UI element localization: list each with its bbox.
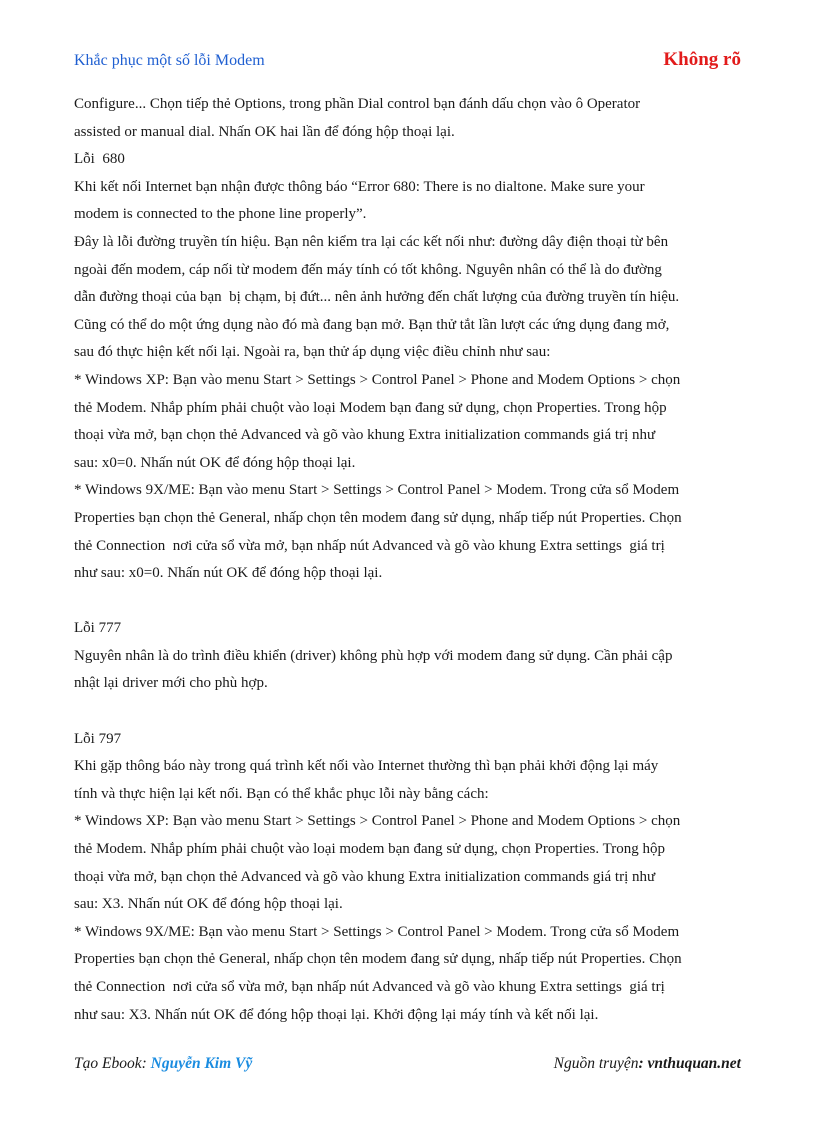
text-line: như sau: X3. Nhấn nút OK để đóng hộp thoại lại. Khởi động lại máy tính và kết nối lại. — [74, 1006, 599, 1023]
text-line: Configure... Chọn tiếp thẻ Options, trong phần Dial control bạn đánh dấu chọn vào ô Operator — [74, 96, 641, 112]
header-status-label: Không rõ — [663, 49, 741, 70]
text-line: sau đó thực hiện kết nối lại. Ngoài ra, bạn thử áp dụng việc điều chỉnh như sau: — [74, 344, 551, 361]
text-line: tính và thực hiện lại kết nối. Bạn có thể khắc phục lỗi này bằng cách: — [74, 785, 489, 802]
footer-site: vnthuquan.net — [647, 1055, 741, 1072]
text-line: Khi kết nối Internet bạn nhận được thông báo “Error 680: There is no dialtone. Make sure your — [74, 178, 645, 195]
text-line: thẻ Connection nơi cửa sổ vừa mở, bạn nhấp nút Advanced và gõ vào khung Extra settings giá trị — [74, 537, 665, 554]
text-line: Lỗi 797 — [74, 730, 122, 747]
footer-source — [554, 1055, 741, 1073]
header-title: Khắc phục một số lỗi Modem — [74, 52, 265, 69]
text-line: ngoài đến modem, cáp nối từ modem đến máy tính có tốt không. Nguyên nhân có thể là do đường — [74, 261, 662, 278]
document-body — [74, 91, 746, 1029]
footer-credit-separator: : — [141, 1055, 151, 1072]
text-line: Khi gặp thông báo này trong quá trình kết nối vào Internet thường thì bạn phải khởi động lại máy — [74, 758, 659, 775]
text-line: Nguyên nhân là do trình điều khiển (driver) không phù hợp với modem đang sử dụng. Cần phải cập — [74, 647, 673, 664]
text-line: * Windows XP: Bạn vào menu Start > Settings > Control Panel > Phone and Modem Options > chọn — [74, 371, 681, 388]
text-line: * Windows 9X/ME: Bạn vào menu Start > Settings > Control Panel > Modem. Trong cửa sổ Modem — [74, 923, 680, 940]
footer-credit-label: Tạo Ebook — [74, 1055, 142, 1072]
text-line: nhật lại driver mới cho phù hợp. — [74, 675, 268, 692]
footer-source-label: Nguồn truyện — [553, 1055, 639, 1072]
text-line: Properties bạn chọn thẻ General, nhấp chọn tên modem đang sử dụng, nhấp tiếp nút Properties. Chọn — [74, 509, 682, 526]
text-line: Lỗi 680 — [74, 151, 125, 168]
footer-author: Nguyễn Kim Vỹ — [150, 1055, 253, 1072]
text-line: * Windows 9X/ME: Bạn vào menu Start > Settings > Control Panel > Modem. Trong cửa sổ Modem — [74, 482, 680, 499]
text-line: assisted or manual dial. Nhấn OK hai lần để đóng hộp thoại lại. — [74, 123, 455, 140]
text-line: thẻ Connection nơi cửa sổ vừa mở, bạn nhấp nút Advanced và gõ vào khung Extra settings giá trị — [74, 979, 665, 995]
text-line: sau: X3. Nhấn nút OK để đóng hộp thoại lại. — [74, 896, 343, 913]
text-line: modem is connected to the phone line properly”. — [74, 206, 367, 223]
text-line: thẻ Modem. Nhắp phím phải chuột vào loại modem bạn đang sử dụng, chọn Properties. Trong hộp — [74, 841, 665, 858]
footer-source-separator: : — [638, 1055, 648, 1072]
text-line: thoại vừa mở, bạn chọn thẻ Advanced và gõ vào khung Extra initialization commands giá trị như — [74, 427, 656, 444]
footer-credit — [74, 1055, 252, 1073]
text-line: thẻ Modem. Nhắp phím phải chuột vào loại Modem bạn đang sử dụng, chọn Properties. Trong hộp — [74, 399, 667, 416]
blank-line — [74, 588, 746, 616]
text-line: sau: x0=0. Nhấn nút OK để đóng hộp thoại lại. — [74, 454, 356, 471]
text-line: thoại vừa mở, bạn chọn thẻ Advanced và gõ vào khung Extra initialization commands giá trị như — [74, 868, 656, 885]
text-line: như sau: x0=0. Nhấn nút OK để đóng hộp thoại lại. — [74, 565, 383, 582]
text-line: * Windows XP: Bạn vào menu Start > Settings > Control Panel > Phone and Modem Options > chọn — [74, 813, 681, 830]
text-line: Lỗi 777 — [74, 620, 122, 637]
text-line: Đây là lỗi đường truyền tín hiệu. Bạn nên kiểm tra lại các kết nối như: đường dây điện thoại từ bên — [74, 233, 669, 250]
text-line: Properties bạn chọn thẻ General, nhấp chọn tên modem đang sử dụng, nhấp tiếp nút Properties. Chọn — [74, 951, 682, 968]
blank-line — [74, 698, 746, 726]
text-line: Cũng có thể do một ứng dụng nào đó mà đang bạn mở. Bạn thử tắt lần lượt các ứng dụng đang mở, — [74, 316, 670, 333]
text-line: dẫn đường thoại của bạn bị chạm, bị đứt... nên ảnh hưởng đến chất lượng của đường truyền tín hiệu. — [74, 289, 680, 306]
